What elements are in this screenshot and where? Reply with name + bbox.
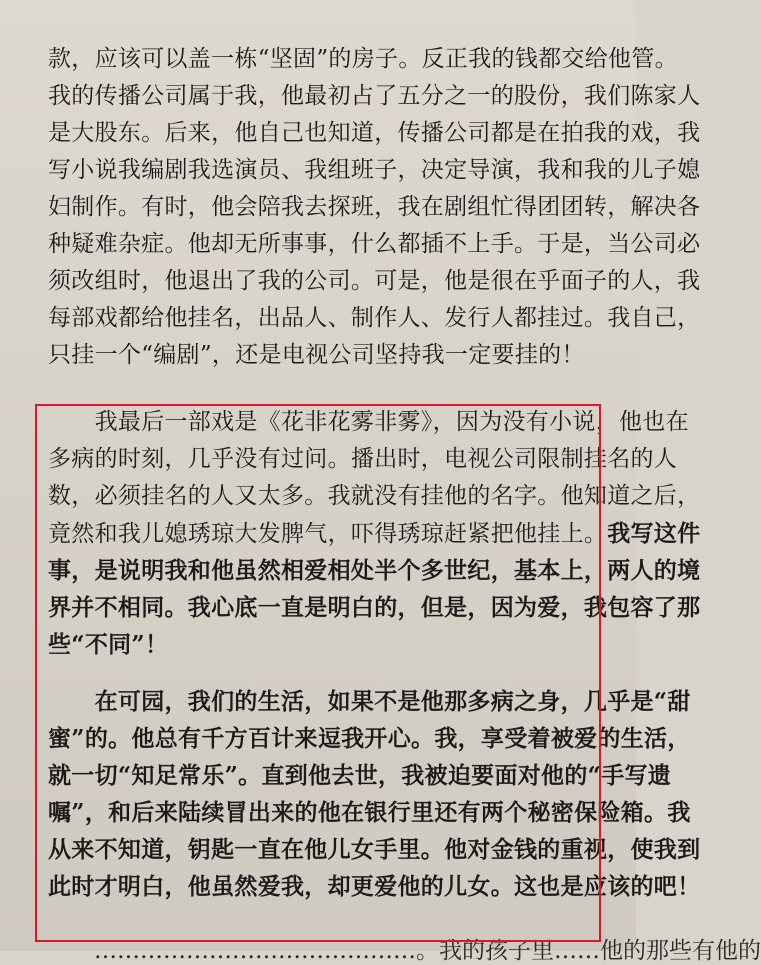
- text-line: 嘱”，和后来陆续冒出来的他在银行里还有两个秘密保险箱。我: [48, 799, 691, 826]
- cut-off-text-line: ……………………………………。我的孩子里……他的那些有他的: [48, 938, 761, 964]
- text-line: 从来不知道，钥匙一直在他儿女手里。他对金钱的重视，使我到: [48, 836, 701, 863]
- text-line: 妇制作。有时，他会陪我去探班，我在剧组忙得团团转，解决各: [48, 194, 701, 220]
- text-span: 竟然和我儿媳琇琼大发脾气，吓得琇琼赶紧把他挂上。: [48, 521, 608, 547]
- bold-text-span: 我写这件: [607, 520, 701, 547]
- paragraph-top: [48, 41, 701, 374]
- text-line: 我的传播公司属于我，他最初占了五分之一的股份，我们陈家人: [48, 83, 701, 109]
- text-line: 多病的时刻，几乎没有过问。播出时，电视公司限制挂名的人: [48, 446, 678, 472]
- text-line: 数，必须挂名的人又太多。我就没有挂他的名字。他知道之后，: [48, 483, 701, 509]
- text-line: 我最后一部戏是《花非花雾非雾》，因为没有小说，他也在: [48, 409, 689, 435]
- text-line: 此时才明白，他虽然爱我，却更爱他的儿女。这也是应该的吧！: [48, 873, 701, 900]
- text-line: 事，是说明我和他虽然相爱相处半个多世纪，基本上，两人的境: [48, 557, 701, 584]
- text-line: 是大股东。后来，他自己也知道，传播公司都是在拍我的戏，我: [48, 120, 701, 146]
- text-line: 就一切“知足常乐”。直到他去世，我被迫要面对他的“手写遗: [48, 762, 672, 789]
- text-line: 蜜”的。他总有千方百计来逗我开心。我，享受着被爱的生活，: [48, 725, 691, 752]
- text-line: 种疑难杂症。他却无所事事，什么都插不上手。于是，当公司必: [48, 231, 701, 257]
- text-line: 须改组时，他退出了我的公司。可是，他是很在乎面子的人，我: [48, 268, 701, 294]
- text-line: 每部戏都给他挂名，出品人、制作人、发行人都挂过。我自己，: [48, 305, 701, 331]
- text-line: 些“不同”！: [48, 631, 169, 658]
- text-line: 写小说我编剧我选演员、我组班子，决定导演，我和我的儿子媳: [48, 157, 701, 183]
- text-line: 在可园，我们的生活，如果不是他那多病之身，几乎是“甜: [48, 688, 691, 715]
- text-line: 只挂一个“编剧”，还是电视公司坚持我一定要挂的！: [48, 342, 585, 368]
- text-line: 款，应该可以盖一栋“坚固”的房子。反正我的钱都交给他管。: [48, 46, 678, 72]
- text-line: 界并不相同。我心底一直是明白的，但是，因为爱，我包容了那: [48, 594, 701, 621]
